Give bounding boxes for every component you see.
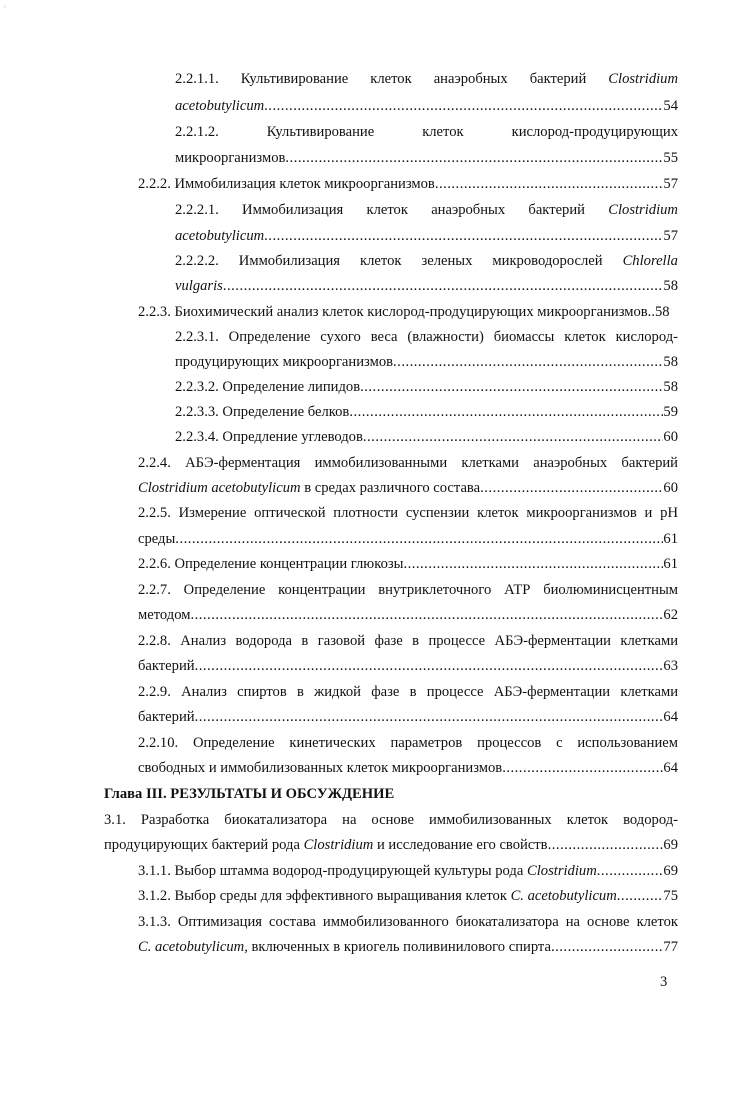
toc-entry-2-2-3-1-line1: 2.2.3.1. Определение сухого веса (влажности) биомассы клеток кислород- [175,329,678,345]
page-ref: 61 [663,556,678,572]
page-ref: 64 [663,760,678,776]
toc-entry-2-2-5-line2[interactable]: среды ..... 61 [138,529,678,549]
toc-entry-2-2-6[interactable]: 2.2.6. Определение концентрации глюкозы ..... 61 [138,554,678,574]
toc-entry-3-1-1[interactable]: 3.1.1. Выбор штамма водород-продуцирующей культуры рода Clostridium ..... 69 [138,861,678,881]
toc-entry-2-2-7-line1: 2.2.7. Определение концентрации внутриклеточного АТР биолюминисцентным [138,582,678,598]
page-number: 3 [660,974,668,990]
toc-entry-2-2-2-2-line2[interactable]: vulgaris ..... 58 [175,276,678,296]
toc-entry-2-2-3-4[interactable]: 2.2.3.4. Опредление углеводов ..... 60 [175,427,678,447]
toc-entry-3-1-line1: 3.1. Разработка биокатализатора на основе иммобилизованных клеток водород- [104,812,678,828]
page-ref: 54 [663,98,678,114]
page-ref: 58 [654,304,670,320]
toc-entry-2-2-10-line2[interactable]: свободных и иммобилизованных клеток микроорганизмов ..... 64 [138,758,678,778]
page-ref: 55 [663,150,678,166]
toc-entry-2-2-3-2[interactable]: 2.2.3.2. Определение липидов ..... 58 [175,377,678,397]
toc-entry-2-2-1-2-line1: 2.2.1.2. Культивирование клеток кислород-продуцирующих [175,124,678,140]
toc-entry-3-1-2[interactable]: 3.1.2. Выбор среды для эффективного выращивания клеток C. acetobutylicum ..... 75 [138,886,678,906]
page-ref: 63 [663,658,678,674]
toc-entry-2-2-2-2-line1: 2.2.2.2. Иммобилизация клеток зеленых микроводорослей Chlorella [175,253,678,269]
page-ref: 58 [663,379,678,395]
page-ref: 58 [663,354,678,370]
toc-entry-2-2-8-line2[interactable]: бактерий ..... 63 [138,656,678,676]
toc-entry-2-2-8-line1: 2.2.8. Анализ водорода в газовой фазе в процессе АБЭ-ферментации клетками [138,633,678,649]
toc-entry-2-2-9-line2[interactable]: бактерий ..... 64 [138,707,678,727]
toc-entry-2-2-4-line2[interactable]: Clostridium acetobutylicum в средах различного состава ..... 60 [138,478,678,498]
page-ref: 57 [663,176,678,192]
toc-entry-2-2-7-line2[interactable]: методом ..... 62 [138,605,678,625]
toc-entry-3-1-3-line2[interactable]: C. acetobutylicum , включенных в криогель поливинилового спирта ..... 77 [138,937,678,957]
page-ref: 58 [663,278,678,294]
toc-entry-2-2-5-line1: 2.2.5. Измерение оптической плотности суспензии клеток микроорганизмов и pH [138,505,678,521]
toc-entry-2-2-10-line1: 2.2.10. Определение кинетических параметров процессов с использованием [138,735,678,751]
toc-entry-2-2-3-3[interactable]: 2.2.3.3. Определение белков ..... 59 [175,402,678,422]
page-ref: 62 [663,607,678,623]
toc-entry-2-2-9-line1: 2.2.9. Анализ спиртов в жидкой фазе в процессе АБЭ-ферментации клетками [138,684,678,700]
page-ref: 69 [663,863,678,879]
page-ref: 61 [663,531,678,547]
page-ref: 75 [663,888,678,904]
corner-mark: : [4,4,6,10]
page-ref: 57 [663,228,678,244]
toc-entry-2-2-4-line1: 2.2.4. АБЭ-ферментация иммобилизованными клетками анаэробных бактерий [138,455,678,471]
page-ref: 64 [663,709,678,725]
toc-entry-3-1-3-line1: 3.1.3. Оптимизация состава иммобилизованного биокатализатора на основе клеток [138,914,678,930]
page-ref: 77 [663,939,678,955]
toc-entry-2-2-2-1-line1: 2.2.2.1. Иммобилизация клеток анаэробных бактерий Clostridium [175,202,678,218]
toc-entry-2-2-1-2-line2[interactable]: микроорганизмов ..... 55 [175,148,678,168]
toc-entry-2-2-1-1-line1: 2.2.1.1. Культивирование клеток анаэробных бактерий Clostridium [175,71,679,87]
page-ref: 59 [663,404,678,420]
page-ref: 60 [663,480,678,496]
toc-entry-3-1-line2[interactable]: продуцирующих бактерий рода Clostridium и исследование его свойств ..... 69 [104,835,678,855]
toc-entry-2-2-3[interactable]: 2.2.3. Биохимический анализ клеток кислород-продуцирующих микроорганизмов.. 58 [138,304,670,320]
page-ref: 60 [663,429,678,445]
toc-entry-2-2-2[interactable]: 2.2.2. Иммобилизация клеток микроорганизмов ..... 57 [138,174,678,194]
toc-entry-2-2-2-1-line2[interactable]: acetobutylicum ..... 57 [175,226,678,246]
page-ref: 69 [663,837,678,853]
toc-entry-2-2-3-1-line2[interactable]: продуцирующих микроорганизмов ..... 58 [175,352,678,372]
chapter-heading: Глава III. РЕЗУЛЬТАТЫ И ОБСУЖДЕНИЕ [104,786,395,802]
toc-entry-2-2-1-1-line2[interactable]: acetobutylicum ..... 54 [175,96,678,116]
